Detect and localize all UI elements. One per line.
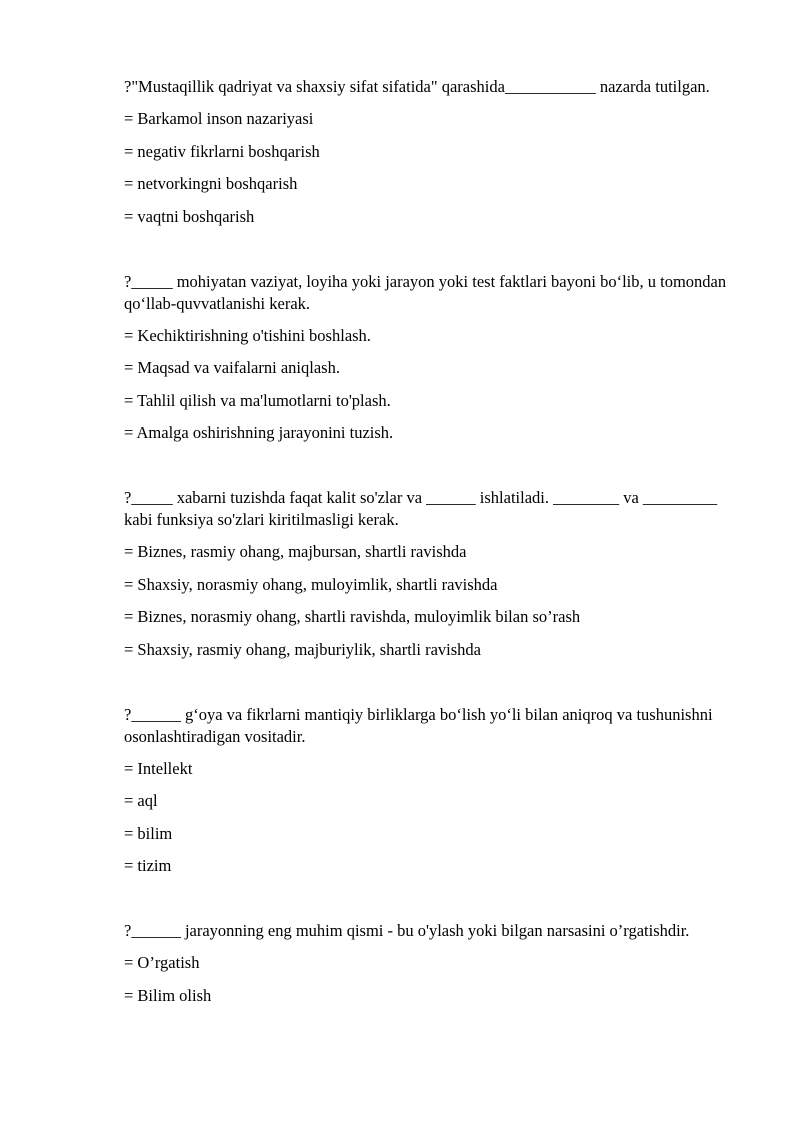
answer-option: = aql: [124, 791, 158, 810]
question-text: ?______ jarayonning eng muhim qismi - bu o'ylash yoki bilgan narsasini o’rgatishdir.: [124, 921, 690, 940]
answer-option: = O’rgatish: [124, 953, 200, 972]
answer-option: = Biznes, rasmiy ohang, majbursan, shartli ravishda: [124, 542, 467, 561]
question-block: [124, 487, 739, 661]
answer-option: = Kechiktirishning o'tishini boshlash.: [124, 325, 371, 345]
answer-option: = Bilim olish: [124, 985, 212, 1005]
answer-option: = Amalga oshirishning jarayonini tuzish.: [124, 423, 394, 442]
question-text: ?"Mustaqillik qadriyat va shaxsiy sifat sifatida" qarashida___________ nazarda tutilgan.: [124, 77, 710, 96]
question-block: [124, 76, 739, 228]
question-text: ?_____ xabarni tuzishda faqat kalit so'zlar va ______ ishlatiladi. ________ va _________ kabi funksiya so'zlari kiritilmasligi kerak.: [124, 488, 718, 529]
question-block: [124, 271, 739, 445]
answer-option: = vaqtni boshqarish: [124, 206, 255, 226]
answer-option: = Maqsad va vaifalarni aniqlash.: [124, 358, 340, 377]
answer-option: = netvorkingni boshqarish: [124, 174, 298, 193]
answer-option: = Shaxsiy, norasmiy ohang, muloyimlik, shartli ravishda: [124, 574, 498, 594]
answer-option: = Tahlil qilish va ma'lumotlarni to'plash.: [124, 390, 391, 410]
answer-option: = bilim: [124, 823, 173, 843]
question-block: [124, 704, 739, 878]
answer-option: = Biznes, norasmiy ohang, shartli ravishda, muloyimlik bilan so’rash: [124, 607, 581, 626]
question-block: [124, 920, 739, 1007]
question-text: ?______ g‘oya va fikrlarni mantiqiy birliklarga bo‘lish yo‘li bilan aniqroq va tushunishni osonlashtiradigan vositadir.: [124, 704, 713, 746]
question-text: ?_____ mohiyatan vaziyat, loyiha yoki jarayon yoki test faktlari bayoni bo‘lib, u tomondan qo‘llab-quvvatlanishi kerak.: [124, 271, 727, 313]
answer-option: = tizim: [124, 856, 172, 875]
answer-option: = Barkamol inson nazariyasi: [124, 109, 314, 128]
answer-option: = negativ fikrlarni boshqarish: [124, 141, 320, 161]
question-list: [124, 76, 739, 1007]
answer-option: = Shaxsiy, rasmiy ohang, majburiylik, shartli ravishda: [124, 639, 481, 659]
answer-option: = Intellekt: [124, 758, 193, 778]
